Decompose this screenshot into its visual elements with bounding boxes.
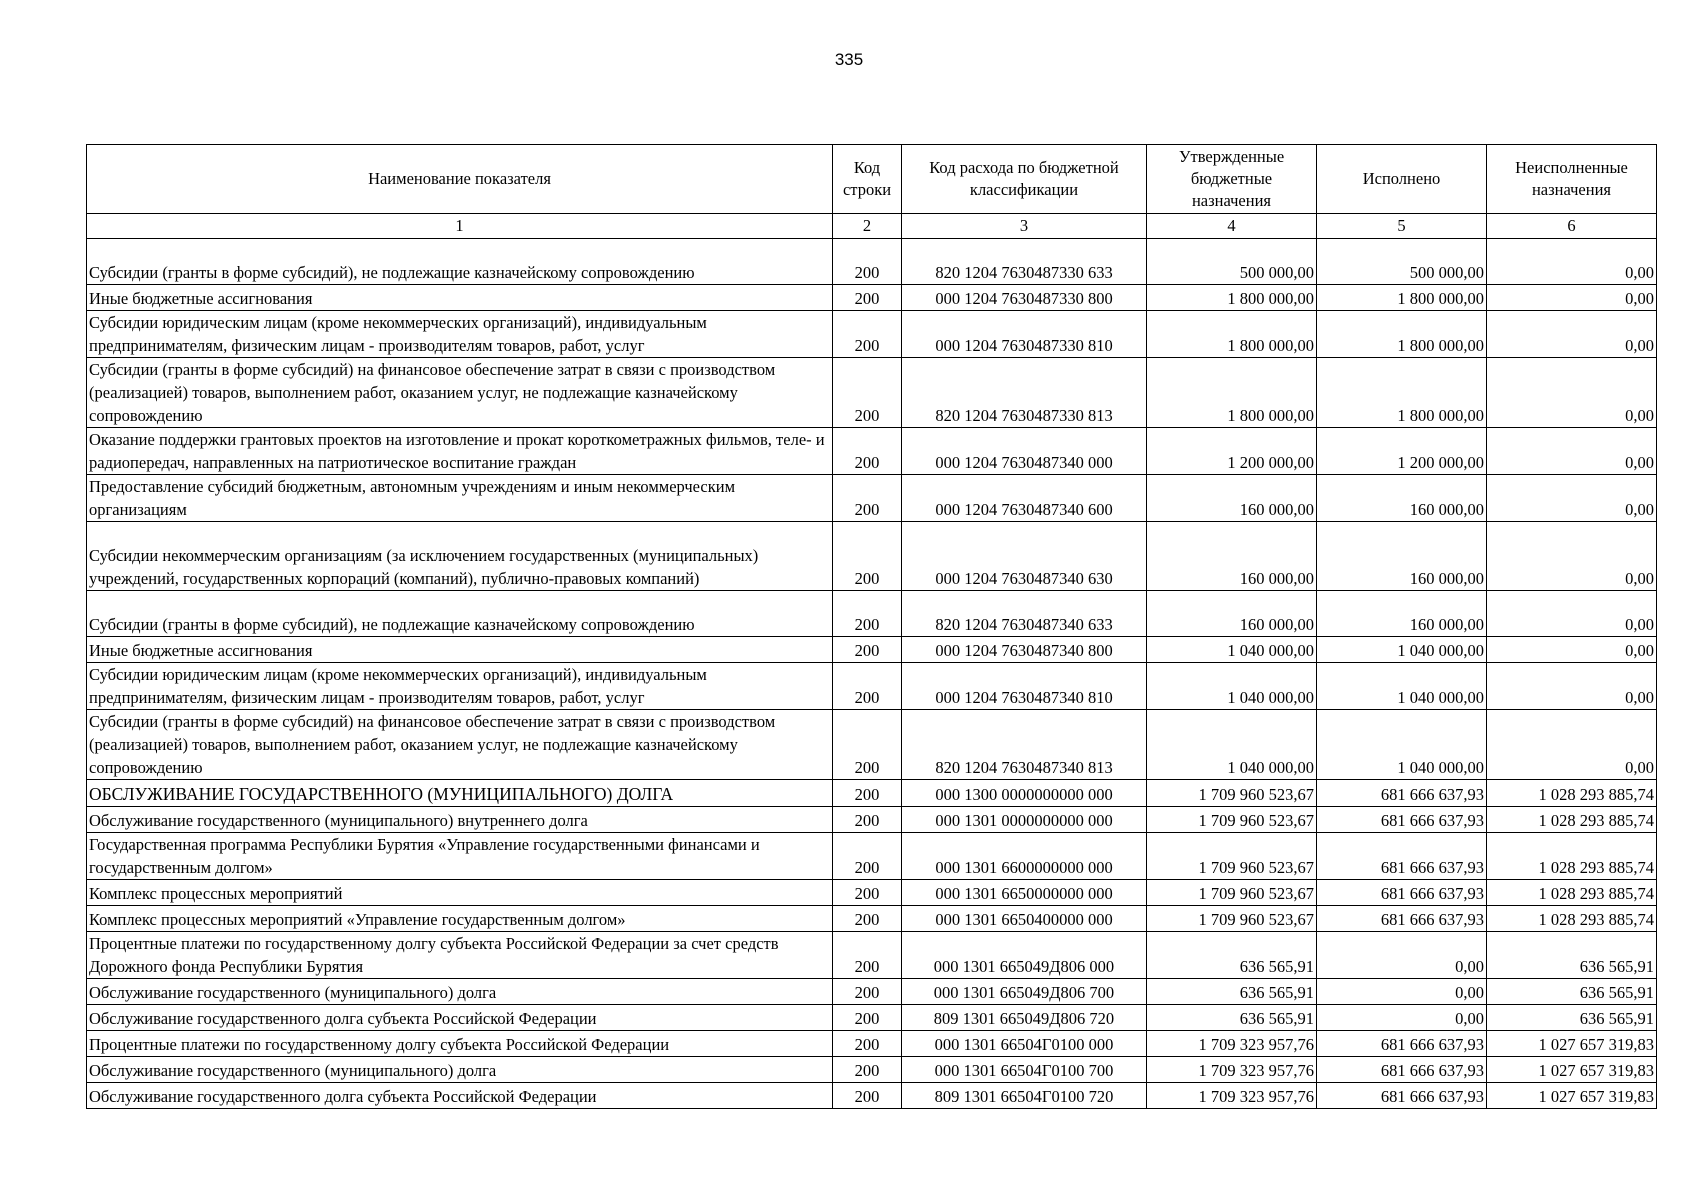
row-executed: 1 800 000,00 (1317, 311, 1487, 358)
row-name: Субсидии (гранты в форме субсидий) на финансовое обеспечение затрат в связи с производством (реализацией) товаров, выполнением работ, оказанием услуг, не подлежащие казначейскому сопровождению (87, 358, 833, 428)
row-unexecuted: 1 028 293 885,74 (1487, 879, 1657, 905)
row-budget-code: 820 1204 7630487330 813 (902, 358, 1147, 428)
row-approved: 1 709 960 523,67 (1147, 780, 1317, 807)
row-executed: 0,00 (1317, 1004, 1487, 1030)
row-approved: 160 000,00 (1147, 522, 1317, 591)
row-executed: 1 040 000,00 (1317, 710, 1487, 780)
row-name: Комплекс процессных мероприятий (87, 879, 833, 905)
table-row (87, 978, 1657, 1004)
row-unexecuted: 0,00 (1487, 239, 1657, 285)
row-approved: 500 000,00 (1147, 239, 1317, 285)
table-row (87, 239, 1657, 285)
row-name: Субсидии (гранты в форме субсидий) на финансовое обеспечение затрат в связи с производством (реализацией) товаров, выполнением работ, оказанием услуг, не подлежащие казначейскому сопровождению (87, 710, 833, 780)
header-line-code: Код строки (833, 145, 902, 214)
row-approved: 1 040 000,00 (1147, 663, 1317, 710)
row-unexecuted: 1 027 657 319,83 (1487, 1056, 1657, 1082)
table-row (87, 663, 1657, 710)
row-executed: 681 666 637,93 (1317, 832, 1487, 879)
row-executed: 1 800 000,00 (1317, 285, 1487, 311)
row-approved: 636 565,91 (1147, 931, 1317, 978)
row-line-code: 200 (833, 475, 902, 522)
row-approved: 1 709 323 957,76 (1147, 1082, 1317, 1108)
table-row (87, 637, 1657, 663)
header-approved: Утвержденные бюджетные назначения (1147, 145, 1317, 214)
row-name: Иные бюджетные ассигнования (87, 637, 833, 663)
row-name: Субсидии юридическим лицам (кроме некоммерческих организаций), индивидуальным предпринимателям, физическим лицам - производителям товаров, работ, услуг (87, 663, 833, 710)
header-name: Наименование показателя (87, 145, 833, 214)
row-line-code: 200 (833, 663, 902, 710)
row-executed: 500 000,00 (1317, 239, 1487, 285)
row-executed: 1 040 000,00 (1317, 663, 1487, 710)
column-number: 1 (87, 214, 833, 239)
row-approved: 1 200 000,00 (1147, 428, 1317, 475)
row-budget-code: 000 1301 6600000000 000 (902, 832, 1147, 879)
row-approved: 160 000,00 (1147, 591, 1317, 637)
row-unexecuted: 0,00 (1487, 428, 1657, 475)
table-row (87, 1004, 1657, 1030)
row-unexecuted: 0,00 (1487, 285, 1657, 311)
row-approved: 1 709 960 523,67 (1147, 832, 1317, 879)
header-executed: Исполнено (1317, 145, 1487, 214)
table-row (87, 475, 1657, 522)
row-budget-code: 000 1301 66504Г0100 000 (902, 1030, 1147, 1056)
row-line-code: 200 (833, 806, 902, 832)
row-unexecuted: 0,00 (1487, 591, 1657, 637)
row-budget-code: 000 1301 665049Д806 700 (902, 978, 1147, 1004)
row-approved: 1 709 960 523,67 (1147, 905, 1317, 931)
row-name: Обслуживание государственного (муниципального) долга (87, 978, 833, 1004)
row-approved: 636 565,91 (1147, 978, 1317, 1004)
row-approved: 1 040 000,00 (1147, 710, 1317, 780)
column-number: 2 (833, 214, 902, 239)
row-unexecuted: 1 028 293 885,74 (1487, 832, 1657, 879)
row-line-code: 200 (833, 931, 902, 978)
row-executed: 1 200 000,00 (1317, 428, 1487, 475)
row-executed: 681 666 637,93 (1317, 780, 1487, 807)
row-name: Обслуживание государственного долга субъекта Российской Федерации (87, 1082, 833, 1108)
row-line-code: 200 (833, 1056, 902, 1082)
row-budget-code: 000 1301 6650000000 000 (902, 879, 1147, 905)
row-name: Обслуживание государственного (муниципального) долга (87, 1056, 833, 1082)
row-name: Субсидии юридическим лицам (кроме некоммерческих организаций), индивидуальным предпринимателям, физическим лицам - производителям товаров, работ, услуг (87, 311, 833, 358)
table-row (87, 931, 1657, 978)
row-budget-code: 000 1204 7630487330 800 (902, 285, 1147, 311)
table-row (87, 591, 1657, 637)
row-executed: 0,00 (1317, 978, 1487, 1004)
row-approved: 1 709 960 523,67 (1147, 879, 1317, 905)
row-unexecuted: 1 027 657 319,83 (1487, 1082, 1657, 1108)
row-unexecuted: 1 027 657 319,83 (1487, 1030, 1657, 1056)
row-budget-code: 000 1204 7630487340 000 (902, 428, 1147, 475)
row-executed: 160 000,00 (1317, 522, 1487, 591)
column-number: 4 (1147, 214, 1317, 239)
row-line-code: 200 (833, 832, 902, 879)
row-name: Предоставление субсидий бюджетным, автономным учреждениям и иным некоммерческим организациям (87, 475, 833, 522)
row-line-code: 200 (833, 1082, 902, 1108)
row-line-code: 200 (833, 879, 902, 905)
row-name: Субсидии (гранты в форме субсидий), не подлежащие казначейскому сопровождению (87, 591, 833, 637)
row-unexecuted: 0,00 (1487, 710, 1657, 780)
row-line-code: 200 (833, 710, 902, 780)
row-executed: 681 666 637,93 (1317, 905, 1487, 931)
row-executed: 1 040 000,00 (1317, 637, 1487, 663)
table-row (87, 1030, 1657, 1056)
row-unexecuted: 636 565,91 (1487, 931, 1657, 978)
row-unexecuted: 1 028 293 885,74 (1487, 806, 1657, 832)
row-name: Процентные платежи по государственному долгу субъекта Российской Федерации (87, 1030, 833, 1056)
row-budget-code: 000 1301 665049Д806 000 (902, 931, 1147, 978)
row-line-code: 200 (833, 978, 902, 1004)
row-approved: 1 800 000,00 (1147, 311, 1317, 358)
row-budget-code: 000 1204 7630487340 810 (902, 663, 1147, 710)
row-line-code: 200 (833, 1004, 902, 1030)
row-executed: 1 800 000,00 (1317, 358, 1487, 428)
row-name: Процентные платежи по государственному долгу субъекта Российской Федерации за счет средств Дорожного фонда Республики Бурятия (87, 931, 833, 978)
row-executed: 681 666 637,93 (1317, 1082, 1487, 1108)
table-header (87, 145, 1657, 239)
row-approved: 160 000,00 (1147, 475, 1317, 522)
row-budget-code: 820 1204 7630487340 813 (902, 710, 1147, 780)
row-budget-code: 809 1301 66504Г0100 720 (902, 1082, 1147, 1108)
row-unexecuted: 0,00 (1487, 637, 1657, 663)
row-line-code: 200 (833, 285, 902, 311)
row-name: Иные бюджетные ассигнования (87, 285, 833, 311)
row-budget-code: 000 1301 6650400000 000 (902, 905, 1147, 931)
table-row (87, 905, 1657, 931)
row-executed: 160 000,00 (1317, 591, 1487, 637)
header-row (87, 145, 1657, 214)
table-body (87, 239, 1657, 1109)
row-line-code: 200 (833, 591, 902, 637)
row-executed: 160 000,00 (1317, 475, 1487, 522)
row-approved: 636 565,91 (1147, 1004, 1317, 1030)
row-line-code: 200 (833, 428, 902, 475)
row-budget-code: 820 1204 7630487330 633 (902, 239, 1147, 285)
row-approved: 1 800 000,00 (1147, 285, 1317, 311)
row-name: Субсидии некоммерческим организациям (за исключением государственных (муниципальных) учреждений, государственных корпораций (компаний), публично-правовых компаний) (87, 522, 833, 591)
table-row (87, 428, 1657, 475)
column-number: 5 (1317, 214, 1487, 239)
column-number: 6 (1487, 214, 1657, 239)
row-unexecuted: 636 565,91 (1487, 978, 1657, 1004)
row-line-code: 200 (833, 311, 902, 358)
table-row (87, 285, 1657, 311)
row-line-code: 200 (833, 1030, 902, 1056)
row-executed: 681 666 637,93 (1317, 1030, 1487, 1056)
row-budget-code: 000 1300 0000000000 000 (902, 780, 1147, 807)
row-budget-code: 820 1204 7630487340 633 (902, 591, 1147, 637)
budget-execution-table (86, 144, 1657, 1109)
row-name: Субсидии (гранты в форме субсидий), не подлежащие казначейскому сопровождению (87, 239, 833, 285)
row-budget-code: 000 1301 66504Г0100 700 (902, 1056, 1147, 1082)
header-budget-code: Код расхода по бюджетной классификации (902, 145, 1147, 214)
header-unexecuted: Неисполненные назначения (1487, 145, 1657, 214)
row-unexecuted: 0,00 (1487, 475, 1657, 522)
table-row (87, 832, 1657, 879)
row-unexecuted: 636 565,91 (1487, 1004, 1657, 1030)
row-executed: 0,00 (1317, 931, 1487, 978)
row-budget-code: 000 1204 7630487340 630 (902, 522, 1147, 591)
row-unexecuted: 1 028 293 885,74 (1487, 905, 1657, 931)
row-unexecuted: 0,00 (1487, 663, 1657, 710)
row-name: Государственная программа Республики Бурятия «Управление государственными финансами и государственным долгом» (87, 832, 833, 879)
column-number-row (87, 214, 1657, 239)
table-row (87, 1056, 1657, 1082)
row-budget-code: 000 1301 0000000000 000 (902, 806, 1147, 832)
row-executed: 681 666 637,93 (1317, 1056, 1487, 1082)
row-approved: 1 709 960 523,67 (1147, 806, 1317, 832)
row-approved: 1 709 323 957,76 (1147, 1056, 1317, 1082)
row-unexecuted: 1 028 293 885,74 (1487, 780, 1657, 807)
table-row (87, 1082, 1657, 1108)
page-number: 335 (834, 50, 864, 69)
row-approved: 1 800 000,00 (1147, 358, 1317, 428)
row-executed: 681 666 637,93 (1317, 879, 1487, 905)
table-row (87, 710, 1657, 780)
row-unexecuted: 0,00 (1487, 311, 1657, 358)
row-name: Обслуживание государственного (муниципального) внутреннего долга (87, 806, 833, 832)
row-name: Оказание поддержки грантовых проектов на изготовление и прокат короткометражных фильмов, теле- и радиопередач, направленных на патриотическое воспитание граждан (87, 428, 833, 475)
table-row (87, 780, 1657, 807)
row-budget-code: 809 1301 665049Д806 720 (902, 1004, 1147, 1030)
table-row (87, 806, 1657, 832)
row-unexecuted: 0,00 (1487, 522, 1657, 591)
table-row (87, 358, 1657, 428)
row-approved: 1 040 000,00 (1147, 637, 1317, 663)
row-name: Обслуживание государственного долга субъекта Российской Федерации (87, 1004, 833, 1030)
row-name: Комплекс процессных мероприятий «Управление государственным долгом» (87, 905, 833, 931)
row-line-code: 200 (833, 239, 902, 285)
table-row (87, 879, 1657, 905)
column-number: 3 (902, 214, 1147, 239)
row-line-code: 200 (833, 780, 902, 807)
table-row (87, 311, 1657, 358)
row-line-code: 200 (833, 637, 902, 663)
row-budget-code: 000 1204 7630487340 600 (902, 475, 1147, 522)
table-row (87, 522, 1657, 591)
row-name: ОБСЛУЖИВАНИЕ ГОСУДАРСТВЕННОГО (МУНИЦИПАЛЬНОГО) ДОЛГА (87, 780, 833, 807)
row-budget-code: 000 1204 7630487340 800 (902, 637, 1147, 663)
row-budget-code: 000 1204 7630487330 810 (902, 311, 1147, 358)
row-executed: 681 666 637,93 (1317, 806, 1487, 832)
row-approved: 1 709 323 957,76 (1147, 1030, 1317, 1056)
row-line-code: 200 (833, 358, 902, 428)
row-line-code: 200 (833, 905, 902, 931)
row-line-code: 200 (833, 522, 902, 591)
row-unexecuted: 0,00 (1487, 358, 1657, 428)
